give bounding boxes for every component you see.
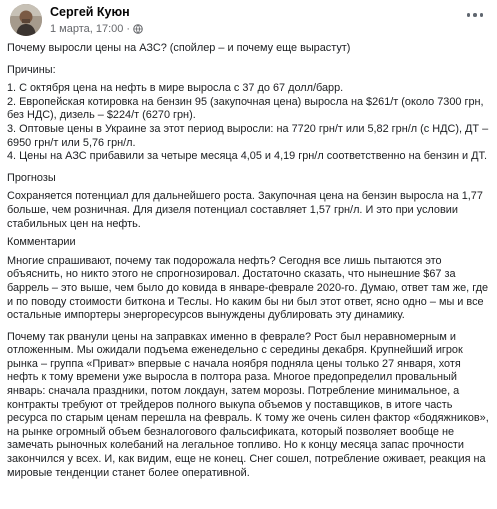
avatar[interactable] (10, 4, 42, 36)
post-paragraph: Почему так рванули цены на заправках именно в феврале? Рост был неравномерным и отложенным. Мы ожидали подъема еженедельно с середины декабря. Крупнейший игрок рынка – группа «Приват» впервые с начала ноября подняла цены только 27 января, хотя нефть к тому времени уже выросла в полтора раза. Многое предопределил провальный январь: сначала праздники, потом локдаун, затем морозы. Потребление минимальное, а контракты требуют от трейдеров полного выкупа объемов у поставщиков, в итоге часть ресурса по старым ценам перешла на февраль. К тому же очень силен фактор «бодяжников», на рынке огромный объем безналогового фальсификата, который позволяет вообще не замечать рыночных колебаний на легальное топливо. Но к концу месяца запас прочности закончился у всех. И, как видим, еще не конец. Снег сошел, потребление оживает, реакция на мировые тенденции станет более оперативной. (7, 330, 489, 479)
post-paragraph: 4. Цены на АЗС прибавили за четыре месяца 4,05 и 4,19 грн/л соответственно на бензин и ДТ. (7, 150, 487, 163)
post-body (7, 42, 491, 480)
post-paragraph: Комментарии (7, 236, 76, 249)
post-paragraph: 1. С октября цена на нефть в мире выросла с 37 до 67 долл/барр. (7, 82, 344, 95)
post-header (7, 0, 491, 42)
meta-separator: · (126, 23, 131, 35)
post-paragraph: Почему выросли цены на АЗС? (спойлер – и почему еще вырастут) (7, 42, 351, 54)
post-paragraph: Прогнозы (7, 171, 56, 184)
author-name[interactable]: Сергей Куюн (50, 5, 130, 19)
post-paragraph: Многие спрашивают, почему так подорожала нефть? Сегодня все лишь пытаются это объяснить, но никто этого не спрогнозировал. Достаточно сказать, что нынешние $67 за баррель – это выше, чем было до ковида в январе-феврале 2020-го. Думаю, ответ там же, где и по поводу стоимости биткона и Теслы. Но каким бы ни был этот ответ, ясно одно – мы и все остальные импортеры энергоресурсов вынуждены дублировать эту динамику. (7, 254, 489, 322)
post-paragraph: Сохраняется потенциал для дальнейшего роста. Закупочная цена на бензин выросла на 1,77 больше, чем розничная. Для дизеля потенциал составляет 1,57 грн/л. И это при условии стабильных цен на нефть. (7, 190, 483, 230)
more-options-icon[interactable] (462, 4, 488, 26)
post-paragraph: 2. Европейская котировка на бензин 95 (закупочная цена) выросла на $261/т (около 7300 грн, без НДС), дизель – $224/т (6270 грн). (7, 95, 484, 122)
post-meta (50, 23, 143, 35)
post-paragraph: Причины: (7, 63, 56, 76)
post-paragraph: 3. Оптовые цены в Украине за этот период выросли: на 7720 грн/т или 5,82 грн/л (с НДС), ДТ – 6950 грн/т или 5,76 грн/л. (7, 122, 489, 149)
globe-icon (133, 24, 143, 34)
timestamp[interactable]: 1 марта, 17:00 (50, 23, 124, 35)
